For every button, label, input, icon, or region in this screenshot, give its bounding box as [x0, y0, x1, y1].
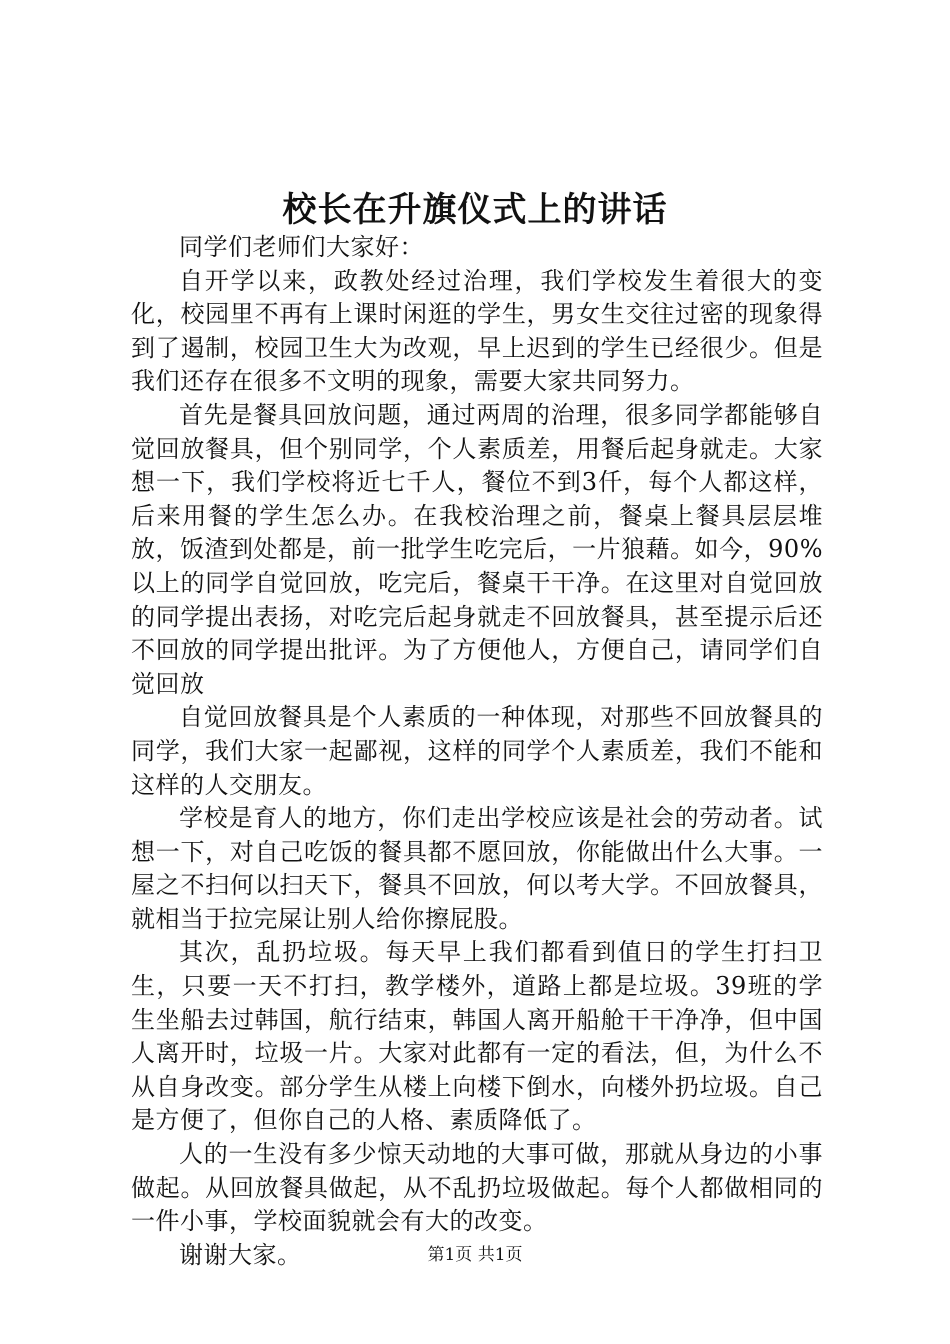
document-body: [131, 231, 823, 1272]
document-title: 校长在升旗仪式上的讲话: [282, 190, 668, 230]
body-paragraph: 自开学以来，政教处经过治理，我们学校发生着很大的变化，校园里不再有上课时闲逛的学生，男女生交往过密的现象得到了遏制，校园卫生大为改观，早上迟到的学生已经很少。但是我们还存在很多不文明的现象，需要大家共同努力。: [131, 266, 823, 396]
body-paragraph: 学校是育人的地方，你们走出学校应该是社会的劳动者。试想一下，对自己吃饭的餐具都不愿回放，你能做出什么大事。一屋之不扫何以扫天下，餐具不回放，何以考大学。不回放餐具，就相当于拉完屎让别人给你擦屁股。: [131, 804, 823, 933]
page-number-footer: 第1页 共1页: [427, 1245, 523, 1265]
body-paragraph: 自觉回放餐具是个人素质的一种体现，对那些不回放餐具的同学，我们大家一起鄙视，这样的同学个人素质差，我们不能和这样的人交朋友。: [131, 703, 823, 799]
greeting-paragraph: 同学们老师们大家好：: [179, 233, 424, 261]
body-paragraph: 首先是餐具回放问题，通过两周的治理，很多同学都能够自觉回放餐具，但个别同学，个人素质差，用餐后起身就走。大家想一下，我们学校将近七千人，餐位不到3仟，每个人都这样，后来用餐的学生怎么办。在我校治理之前，餐桌上餐具层层堆放，饭渣到处都是，前一批学生吃完后，一片狼藉。如今，90%以上的同学自觉回放，吃完后，餐桌干干净。在这里对自觉回放的同学提出表扬，对吃完后起身就走不回放餐具，甚至提示后还不回放的同学提出批评。为了方便他人，方便自己，请同学们自觉回放: [131, 400, 823, 698]
closing-paragraph: 谢谢大家。: [179, 1240, 302, 1269]
body-paragraph: 其次，乱扔垃圾。每天早上我们都看到值日的学生打扫卫生，只要一天不打扫，教学楼外，道路上都是垃圾。39班的学生坐船去过韩国，航行结束，韩国人离开船舱干干净净，但中国人离开时，垃圾一片。大家对此都有一定的看法，但，为什么不从自身改变。部分学生从楼上向楼下倒水，向楼外扔垃圾。自己是方便了，但你自己的人格、素质降低了。: [131, 938, 823, 1135]
body-paragraph: 人的一生没有多少惊天动地的大事可做，那就从身边的小事做起。从回放餐具做起，从不乱扔垃圾做起。每个人都做相同的一件小事，学校面貌就会有大的改变。: [131, 1140, 823, 1236]
